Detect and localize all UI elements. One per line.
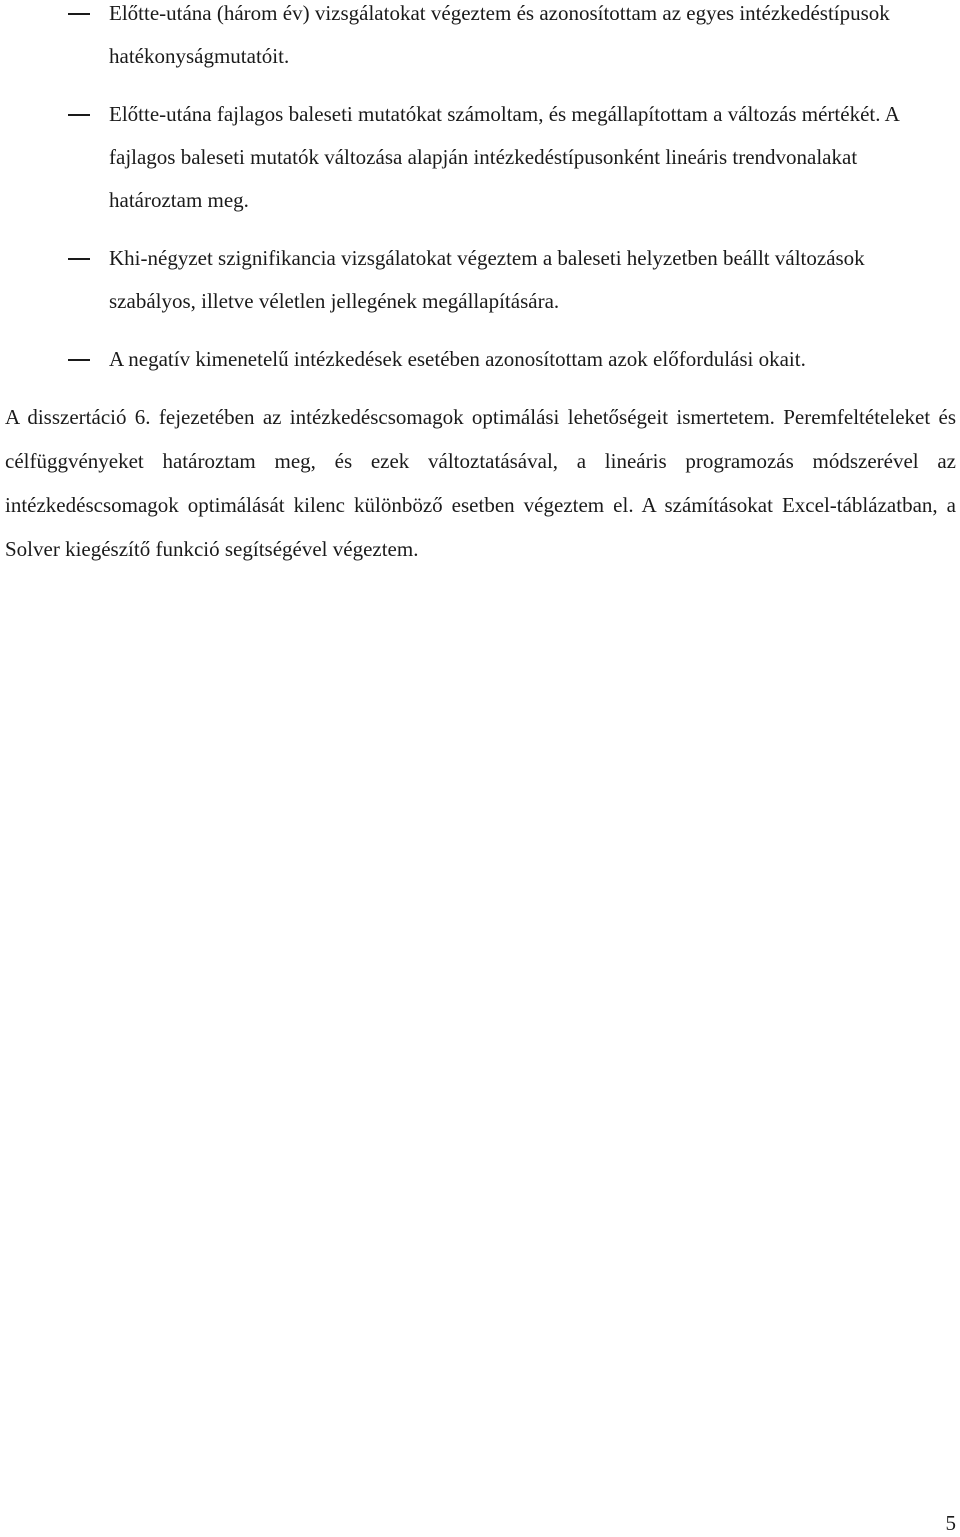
dash-bullet-icon: [68, 13, 90, 15]
bullet-item: [0, 93, 960, 222]
bullet-text: Khi-négyzet szignifikancia vizsgálatokat végeztem a baleseti helyzetben beállt változások szabályos, illetve véletlen jellegének megállapítására.: [109, 246, 865, 313]
dash-bullet-icon: [68, 359, 90, 361]
dash-bullet-icon: [68, 114, 90, 116]
bullet-text: A negatív kimenetelű intézkedések esetében azonosítottam azok előfordulási okait.: [109, 347, 806, 371]
bullet-item: [0, 237, 960, 323]
bullet-list: [0, 0, 960, 396]
dash-bullet-icon: [68, 258, 90, 260]
bullet-item: [0, 338, 960, 381]
bullet-item: [0, 0, 960, 78]
body-paragraph: A disszertáció 6. fejezetében az intézkedéscsomagok optimálási lehetőségeit ismertetem. Peremfeltételeket és célfüggvényeket határoztam meg, és ezek változtatásával, a lineáris programozás módszerével az intézkedéscsomagok optimálását kilenc különböző esetben végeztem el. A számításokat Excel-táblázatban, a Solver kiegészítő funkció segítségével végeztem.: [5, 405, 956, 561]
page-number: 5: [945, 1511, 956, 1535]
bullet-text: Előtte-utána fajlagos baleseti mutatókat számoltam, és megállapítottam a változás mértékét. A fajlagos baleseti mutatók változása alapján intézkedéstípusonként lineáris trendvonalakat határoztam meg.: [109, 102, 899, 212]
bullet-text: Előtte-utána (három év) vizsgálatokat végeztem és azonosítottam az egyes intézkedéstípusok hatékonyságmutatóit.: [109, 1, 890, 68]
